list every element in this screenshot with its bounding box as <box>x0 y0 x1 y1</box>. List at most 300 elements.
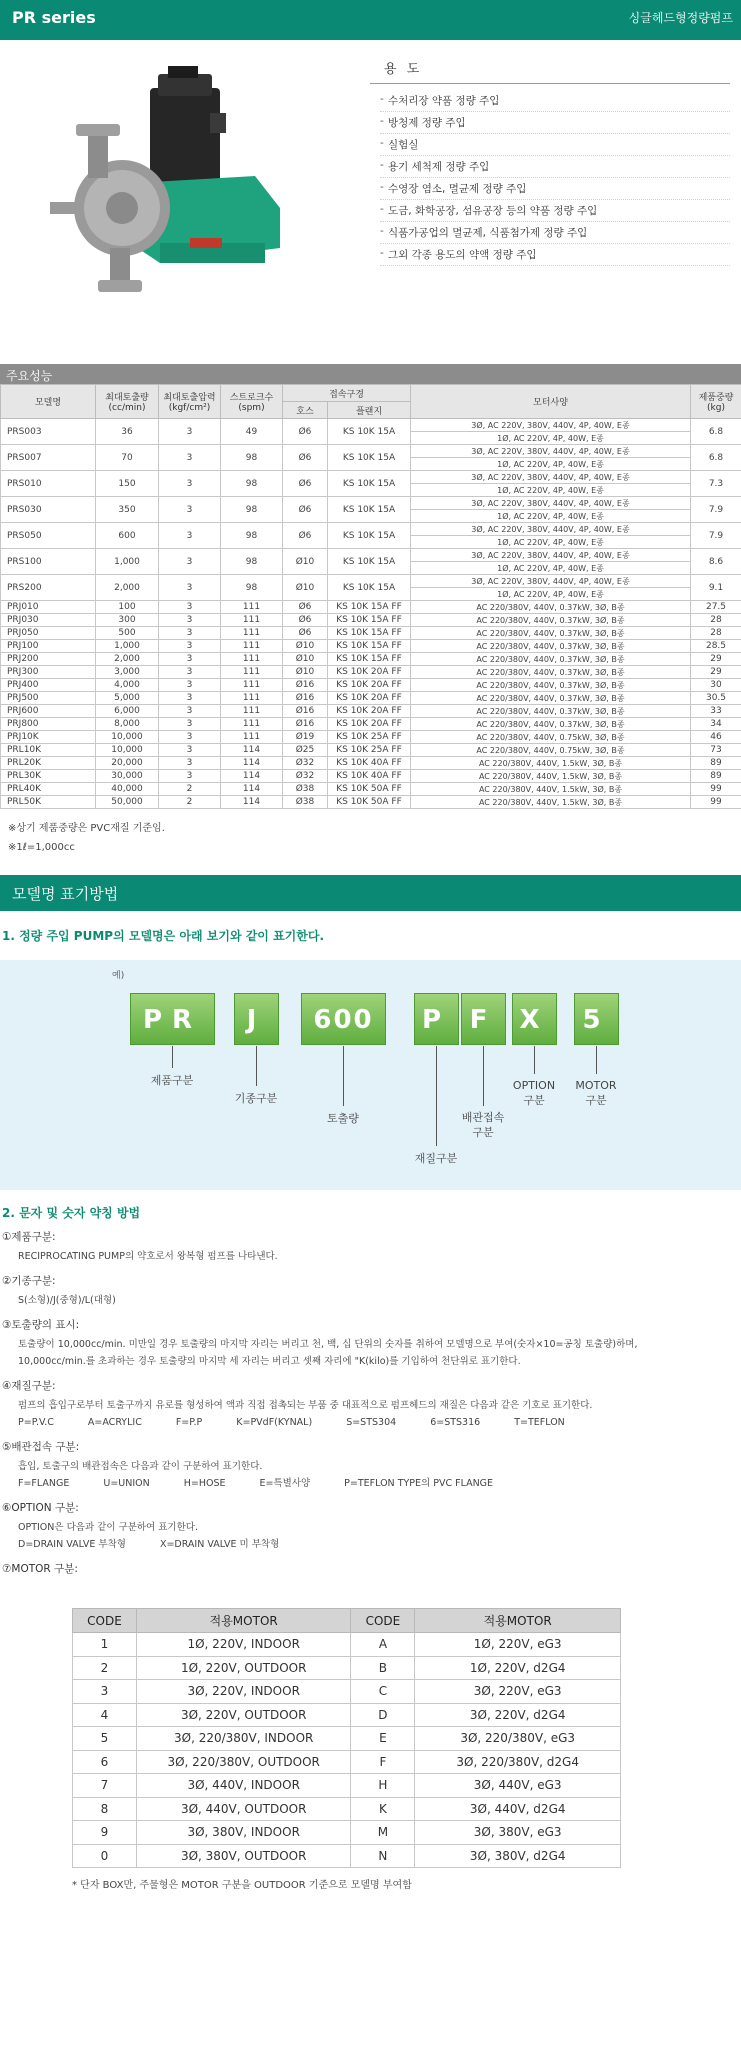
table-row <box>1 471 741 484</box>
col-flow: 최대토출량 (cc/min) <box>96 385 159 419</box>
cell-hose: Ø38 <box>283 783 328 796</box>
cell-weight: 29 <box>691 666 741 679</box>
cell-flow: 50,000 <box>96 796 159 809</box>
cell-weight: 73 <box>691 744 741 757</box>
cell-motor: AC 220/380V, 440V, 0.37kW, 3Ø, B종 <box>411 627 691 640</box>
cell-pressure: 3 <box>159 445 221 471</box>
cell-model: PRS100 <box>1 549 96 575</box>
cell-motor: 3Ø, 220V, INDOOR <box>136 1680 351 1704</box>
cell-pressure: 3 <box>159 419 221 445</box>
cell-flow: 5,000 <box>96 692 159 705</box>
col-weight: 제품중량 (kg) <box>691 385 741 419</box>
table-row <box>1 614 741 627</box>
cell-motor: AC 220/380V, 440V, 0.37kW, 3Ø, B종 <box>411 705 691 718</box>
cell-motor: 3Ø, AC 220V, 380V, 440V, 4P, 40W, E종 <box>411 445 691 458</box>
cell-weight: 7.9 <box>691 497 741 523</box>
table-row <box>1 679 741 692</box>
cell-pressure: 3 <box>159 718 221 731</box>
connector-line <box>596 1046 597 1074</box>
table-row <box>1 757 741 770</box>
cell-flow: 30,000 <box>96 770 159 783</box>
cell-code: 5 <box>73 1727 137 1751</box>
cell-stroke: 111 <box>221 614 283 627</box>
cell-code: D <box>351 1703 415 1727</box>
cell-motor: AC 220/380V, 440V, 0.37kW, 3Ø, B종 <box>411 653 691 666</box>
table-row <box>1 692 741 705</box>
series-subtitle: 싱글헤드형정량펌프 <box>628 11 733 25</box>
pump-product-image <box>40 58 340 298</box>
cell-hose: Ø16 <box>283 718 328 731</box>
col-connection: 접속구경 <box>283 385 411 402</box>
cell-motor: 3Ø, 380V, INDOOR <box>136 1821 351 1845</box>
cell-flow: 2,000 <box>96 653 159 666</box>
cell-motor: 3Ø, 380V, eG3 <box>415 1821 621 1845</box>
cell-motor: 3Ø, 440V, OUTDOOR <box>136 1797 351 1821</box>
list-item: - 용기 세척제 정량 주입 <box>380 156 730 178</box>
cell-weight: 30.5 <box>691 692 741 705</box>
cell-stroke: 114 <box>221 744 283 757</box>
piping-code: E=특별사양 <box>259 1478 311 1489</box>
connector-line <box>256 1046 257 1086</box>
cell-pressure: 3 <box>159 757 221 770</box>
usage-list <box>370 90 730 266</box>
cell-pressure: 3 <box>159 666 221 679</box>
cell-model: PRL40K <box>1 783 96 796</box>
cell-pressure: 3 <box>159 679 221 692</box>
table-row <box>1 770 741 783</box>
rule-flow: ③토출량의 표시: 토출량이 10,000cc/min. 미만일 경우 토출량의 마지막 자리는 버리고 천, 백, 십 단위의 숫자를 취하여 모델명으로 부여(숫자×10=공칭 토출량)하며, 10,000cc/min.를 초과하는 경우 토출량의 마지막 세 자리는 버리고 셋째 자리에 "K(kilo)를 기입하여 천단위로 표기한다. <box>2 1319 638 1367</box>
cell-pressure: 3 <box>159 705 221 718</box>
cell-pressure: 3 <box>159 640 221 653</box>
cell-flange: KS 10K 15A FF <box>328 640 411 653</box>
cell-stroke: 114 <box>221 770 283 783</box>
spec-section-title: 주요성능 <box>0 364 741 384</box>
cell-weight: 34 <box>691 718 741 731</box>
label-type: 기종구분 <box>234 1092 278 1105</box>
table-row <box>1 640 741 653</box>
cell-hose: Ø6 <box>283 601 328 614</box>
usage-title: 용 도 <box>370 58 730 84</box>
list-item: - 식품가공업의 멸균제, 식품첨가제 정량 주입 <box>380 222 730 244</box>
rule-option: ⑥OPTION 구분: OPTION은 다음과 같이 구분하여 표기한다. D=DRAIN VALVE 부착형 X=DRAIN VALVE 미 부착형 <box>0 1500 741 1553</box>
cell-motor: 1Ø, 220V, d2G4 <box>415 1656 621 1680</box>
cell-weight: 7.9 <box>691 523 741 549</box>
cell-model: PRL10K <box>1 744 96 757</box>
cell-model: PRS050 <box>1 523 96 549</box>
cell-flange: KS 10K 15A FF <box>328 614 411 627</box>
cell-code: 2 <box>73 1656 137 1680</box>
spec-table-body <box>1 419 741 809</box>
cell-hose: Ø25 <box>283 744 328 757</box>
cell-flange: KS 10K 40A FF <box>328 770 411 783</box>
cell-model: PRJ600 <box>1 705 96 718</box>
cell-motor: 1Ø, AC 220V, 4P, 40W, E종 <box>411 588 691 601</box>
cell-motor: 3Ø, 220/380V, eG3 <box>415 1727 621 1751</box>
col-motor: 적용MOTOR <box>415 1609 621 1633</box>
table-row <box>1 445 741 458</box>
cell-motor: AC 220/380V, 440V, 1.5kW, 3Ø, B종 <box>411 757 691 770</box>
cell-code: 6 <box>73 1750 137 1774</box>
cell-pressure: 2 <box>159 783 221 796</box>
cell-model: PRJ200 <box>1 653 96 666</box>
cell-flange: KS 10K 15A FF <box>328 627 411 640</box>
cell-motor: 1Ø, 220V, INDOOR <box>136 1633 351 1657</box>
cell-motor: 3Ø, 220/380V, OUTDOOR <box>136 1750 351 1774</box>
table-row <box>73 1727 621 1751</box>
cell-stroke: 114 <box>221 757 283 770</box>
cell-flow: 40,000 <box>96 783 159 796</box>
cell-flow: 350 <box>96 497 159 523</box>
cell-stroke: 111 <box>221 653 283 666</box>
cell-flange: KS 10K 15A <box>328 549 411 575</box>
cell-motor: 1Ø, AC 220V, 4P, 40W, E종 <box>411 458 691 471</box>
cell-pressure: 3 <box>159 471 221 497</box>
cell-hose: Ø32 <box>283 757 328 770</box>
table-row <box>73 1680 621 1704</box>
cell-code: 8 <box>73 1797 137 1821</box>
cell-motor: 3Ø, 440V, INDOOR <box>136 1774 351 1798</box>
list-item: - 도금, 화학공장, 섬유공장 등의 약품 정량 주입 <box>380 200 730 222</box>
material-code: T=TEFLON <box>514 1417 565 1428</box>
cell-flange: KS 10K 20A FF <box>328 692 411 705</box>
naming-intro: 1. 정량 주입 PUMP의 모델명은 아래 보기와 같이 표기한다. <box>2 929 325 943</box>
cell-motor: AC 220/380V, 440V, 0.75kW, 3Ø, B종 <box>411 731 691 744</box>
cell-flange: KS 10K 15A FF <box>328 653 411 666</box>
cell-weight: 30 <box>691 679 741 692</box>
cell-weight: 46 <box>691 731 741 744</box>
cell-pressure: 3 <box>159 744 221 757</box>
spec-table <box>0 384 741 809</box>
cell-motor: 1Ø, AC 220V, 4P, 40W, E종 <box>411 432 691 445</box>
cell-model: PRJ100 <box>1 640 96 653</box>
table-row <box>73 1703 621 1727</box>
code-box-material: P <box>414 993 459 1045</box>
cell-hose: Ø10 <box>283 640 328 653</box>
table-row <box>1 796 741 809</box>
cell-flange: KS 10K 15A <box>328 445 411 471</box>
cell-flange: KS 10K 15A <box>328 471 411 497</box>
cell-code: 4 <box>73 1703 137 1727</box>
cell-motor: 3Ø, 220V, d2G4 <box>415 1703 621 1727</box>
table-row <box>1 419 741 432</box>
connector-line <box>534 1046 535 1074</box>
list-item: - 실험실 <box>380 134 730 156</box>
cell-stroke: 98 <box>221 445 283 471</box>
table-row <box>1 575 741 588</box>
cell-model: PRS030 <box>1 497 96 523</box>
cell-model: PRS010 <box>1 471 96 497</box>
cell-flow: 3,000 <box>96 666 159 679</box>
material-code: A=ACRYLIC <box>87 1417 142 1428</box>
list-item: - 수영장 염소, 멸균제 정량 주입 <box>380 178 730 200</box>
label-motor: MOTOR 구분 <box>575 1079 617 1107</box>
cell-pressure: 3 <box>159 497 221 523</box>
table-row <box>1 523 741 536</box>
cell-motor: 3Ø, AC 220V, 380V, 440V, 4P, 40W, E종 <box>411 549 691 562</box>
cell-stroke: 98 <box>221 549 283 575</box>
cell-code: F <box>351 1750 415 1774</box>
col-pressure: 최대토출압력 (kgf/cm²) <box>159 385 221 419</box>
cell-code: 7 <box>73 1774 137 1798</box>
table-row <box>1 601 741 614</box>
cell-stroke: 111 <box>221 705 283 718</box>
option-code: X=DRAIN VALVE 미 부착형 <box>159 1539 280 1550</box>
col-motor: 적용MOTOR <box>136 1609 351 1633</box>
cell-flange: KS 10K 50A FF <box>328 796 411 809</box>
cell-code: A <box>351 1633 415 1657</box>
cell-weight: 6.8 <box>691 419 741 445</box>
cell-motor: 3Ø, 220/380V, d2G4 <box>415 1750 621 1774</box>
cell-hose: Ø10 <box>283 653 328 666</box>
cell-pressure: 3 <box>159 692 221 705</box>
label-option: OPTION 구분 <box>512 1079 556 1107</box>
cell-weight: 6.8 <box>691 445 741 471</box>
cell-hose: Ø6 <box>283 614 328 627</box>
cell-flow: 500 <box>96 627 159 640</box>
cell-hose: Ø6 <box>283 523 328 549</box>
cell-stroke: 111 <box>221 692 283 705</box>
cell-stroke: 111 <box>221 731 283 744</box>
rule-type: ②기종구분: S(소형)/J(중형)/L(대형) <box>2 1275 116 1306</box>
label-flow: 토출량 <box>327 1112 359 1125</box>
connector-line <box>343 1046 344 1106</box>
cell-code: M <box>351 1821 415 1845</box>
cell-hose: Ø16 <box>283 679 328 692</box>
list-item: - 수처리장 약품 정량 주입 <box>380 90 730 112</box>
cell-pressure: 3 <box>159 614 221 627</box>
cell-pressure: 3 <box>159 601 221 614</box>
cell-pressure: 3 <box>159 627 221 640</box>
cell-pressure: 3 <box>159 770 221 783</box>
cell-stroke: 98 <box>221 497 283 523</box>
cell-pressure: 3 <box>159 575 221 601</box>
cell-motor: 1Ø, AC 220V, 4P, 40W, E종 <box>411 562 691 575</box>
code-box-type: J <box>234 993 279 1045</box>
cell-weight: 99 <box>691 783 741 796</box>
table-row <box>73 1821 621 1845</box>
cell-model: PRJ010 <box>1 601 96 614</box>
cell-motor: 1Ø, AC 220V, 4P, 40W, E종 <box>411 484 691 497</box>
cell-hose: Ø6 <box>283 445 328 471</box>
label-material: 재질구분 <box>414 1152 458 1165</box>
cell-pressure: 3 <box>159 731 221 744</box>
cell-flange: KS 10K 15A <box>328 575 411 601</box>
cell-hose: Ø38 <box>283 796 328 809</box>
cell-model: PRS003 <box>1 419 96 445</box>
cell-model: PRJ400 <box>1 679 96 692</box>
list-item: - 그외 각종 용도의 약액 정량 주입 <box>380 244 730 266</box>
col-hose: 호스 <box>283 402 328 419</box>
rule-product: ①제품구분: RECIPROCATING PUMP의 약호로서 왕복형 펌프를 나타낸다. <box>2 1231 278 1262</box>
cell-flange: KS 10K 15A <box>328 419 411 445</box>
cell-flow: 100 <box>96 601 159 614</box>
col-flange: 플랜지 <box>328 402 411 419</box>
cell-model: PRJ10K <box>1 731 96 744</box>
cell-weight: 33 <box>691 705 741 718</box>
cell-pressure: 3 <box>159 653 221 666</box>
cell-flow: 1,000 <box>96 640 159 653</box>
cell-flow: 6,000 <box>96 705 159 718</box>
motor-footnote: * 단자 BOX만, 주물형은 MOTOR 구분을 OUTDOOR 기준으로 모델명 부여함 <box>72 1880 412 1891</box>
usage-box <box>370 58 730 266</box>
code-box-option: X <box>512 993 557 1045</box>
abbrev-section-title: 2. 문자 및 숫자 약칭 방법 <box>2 1206 141 1220</box>
cell-flow: 70 <box>96 445 159 471</box>
code-box-motor: 5 <box>574 993 619 1045</box>
code-box-piping: F <box>461 993 506 1045</box>
cell-code: 0 <box>73 1844 137 1868</box>
col-code: CODE <box>73 1609 137 1633</box>
material-code: 6=STS316 <box>430 1417 481 1428</box>
rule-motor: ⑦MOTOR 구분: <box>2 1563 78 1575</box>
cell-flange: KS 10K 20A FF <box>328 666 411 679</box>
cell-flange: KS 10K 15A <box>328 497 411 523</box>
cell-model: PRS007 <box>1 445 96 471</box>
note-weight: ※상기 제품중량은 PVC재질 기준임. <box>8 823 165 834</box>
table-row <box>73 1797 621 1821</box>
cell-stroke: 111 <box>221 666 283 679</box>
table-row <box>1 549 741 562</box>
cell-flow: 8,000 <box>96 718 159 731</box>
table-row <box>1 718 741 731</box>
cell-code: H <box>351 1774 415 1798</box>
table-row <box>1 627 741 640</box>
cell-flow: 4,000 <box>96 679 159 692</box>
cell-hose: Ø16 <box>283 692 328 705</box>
cell-flow: 10,000 <box>96 744 159 757</box>
cell-weight: 89 <box>691 757 741 770</box>
cell-code: 3 <box>73 1680 137 1704</box>
cell-motor: 1Ø, AC 220V, 4P, 40W, E종 <box>411 510 691 523</box>
cell-motor: 3Ø, AC 220V, 380V, 440V, 4P, 40W, E종 <box>411 497 691 510</box>
model-name-diagram <box>0 960 741 1190</box>
cell-motor: 3Ø, 440V, d2G4 <box>415 1797 621 1821</box>
cell-flow: 600 <box>96 523 159 549</box>
cell-hose: Ø10 <box>283 666 328 679</box>
piping-code: H=HOSE <box>183 1478 226 1489</box>
cell-flow: 300 <box>96 614 159 627</box>
cell-stroke: 111 <box>221 640 283 653</box>
cell-flow: 10,000 <box>96 731 159 744</box>
naming-section-title: 모델명 표기방법 <box>0 875 741 911</box>
cell-motor: 1Ø, 220V, OUTDOOR <box>136 1656 351 1680</box>
cell-hose: Ø6 <box>283 419 328 445</box>
cell-hose: Ø16 <box>283 705 328 718</box>
cell-weight: 27.5 <box>691 601 741 614</box>
cell-pressure: 3 <box>159 549 221 575</box>
table-row <box>1 783 741 796</box>
series-title: PR series <box>12 8 96 27</box>
cell-motor: AC 220/380V, 440V, 1.5kW, 3Ø, B종 <box>411 783 691 796</box>
cell-motor: AC 220/380V, 440V, 0.37kW, 3Ø, B종 <box>411 640 691 653</box>
cell-pressure: 3 <box>159 523 221 549</box>
table-row <box>1 744 741 757</box>
cell-motor: 3Ø, 220V, eG3 <box>415 1680 621 1704</box>
table-row <box>73 1656 621 1680</box>
connector-line <box>172 1046 173 1068</box>
cell-model: PRL30K <box>1 770 96 783</box>
cell-flange: KS 10K 40A FF <box>328 757 411 770</box>
cell-flange: KS 10K 25A FF <box>328 731 411 744</box>
rule-piping: ⑤배관접속 구분: 흡입, 토출구의 배관접속은 다음과 같이 구분하여 표기한다. F=FLANGE U=UNION H=HOSE E=특별사양 P=TEFLON TYPE의 PVC FLANGE <box>0 1439 741 1492</box>
table-row <box>1 497 741 510</box>
col-model: 모델명 <box>1 385 96 419</box>
page-header <box>0 0 741 40</box>
cell-motor: 3Ø, AC 220V, 380V, 440V, 4P, 40W, E종 <box>411 523 691 536</box>
cell-stroke: 111 <box>221 601 283 614</box>
cell-motor: 1Ø, 220V, eG3 <box>415 1633 621 1657</box>
cell-motor: 3Ø, AC 220V, 380V, 440V, 4P, 40W, E종 <box>411 471 691 484</box>
cell-motor: 3Ø, AC 220V, 380V, 440V, 4P, 40W, E종 <box>411 419 691 432</box>
cell-code: K <box>351 1797 415 1821</box>
cell-weight: 7.3 <box>691 471 741 497</box>
cell-hose: Ø6 <box>283 627 328 640</box>
cell-model: PRS200 <box>1 575 96 601</box>
cell-model: PRL20K <box>1 757 96 770</box>
cell-stroke: 98 <box>221 575 283 601</box>
cell-stroke: 111 <box>221 718 283 731</box>
cell-weight: 28.5 <box>691 640 741 653</box>
label-piping: 배관접속 구분 <box>461 1111 505 1139</box>
cell-motor: 3Ø, 220/380V, INDOOR <box>136 1727 351 1751</box>
cell-motor: 3Ø, 380V, d2G4 <box>415 1844 621 1868</box>
cell-stroke: 114 <box>221 783 283 796</box>
connector-line <box>483 1046 484 1106</box>
table-row <box>73 1844 621 1868</box>
cell-motor: AC 220/380V, 440V, 0.37kW, 3Ø, B종 <box>411 692 691 705</box>
cell-weight: 9.1 <box>691 575 741 601</box>
material-code: S=STS304 <box>346 1417 397 1428</box>
cell-motor: AC 220/380V, 440V, 0.37kW, 3Ø, B종 <box>411 718 691 731</box>
spec-notes <box>0 809 741 857</box>
table-row <box>1 653 741 666</box>
cell-stroke: 98 <box>221 523 283 549</box>
cell-hose: Ø32 <box>283 770 328 783</box>
cell-hose: Ø10 <box>283 575 328 601</box>
col-stroke: 스트로크수 (spm) <box>221 385 283 419</box>
cell-code: B <box>351 1656 415 1680</box>
option-code: D=DRAIN VALVE 부착형 <box>18 1539 126 1550</box>
cell-stroke: 49 <box>221 419 283 445</box>
cell-motor: AC 220/380V, 440V, 0.37kW, 3Ø, B종 <box>411 666 691 679</box>
cell-weight: 8.6 <box>691 549 741 575</box>
piping-code: U=UNION <box>103 1478 150 1489</box>
col-motor: 모터사양 <box>411 385 691 419</box>
rule-material: ④재질구분: 펌프의 흡입구로부터 토출구까지 유로를 형성하여 액과 직접 접촉되는 부품 중 대표적으로 펌프헤드의 재질은 다음과 같은 기호로 표기한다. P=P.V.C A=ACRYLIC F=P.P K=PVdF(KYNAL) S=STS304 6=STS316 T=TEFLON <box>0 1378 741 1431</box>
cell-stroke: 111 <box>221 679 283 692</box>
cell-flange: KS 10K 20A FF <box>328 705 411 718</box>
cell-flange: KS 10K 25A FF <box>328 744 411 757</box>
cell-model: PRJ300 <box>1 666 96 679</box>
cell-code: 9 <box>73 1821 137 1845</box>
table-row <box>73 1633 621 1657</box>
piping-code: F=FLANGE <box>18 1478 70 1489</box>
material-code: P=P.V.C <box>18 1417 54 1428</box>
cell-flow: 36 <box>96 419 159 445</box>
cell-flange: KS 10K 15A FF <box>328 601 411 614</box>
col-code: CODE <box>351 1609 415 1633</box>
cell-model: PRJ030 <box>1 614 96 627</box>
motor-code-table <box>72 1608 621 1868</box>
cell-flow: 20,000 <box>96 757 159 770</box>
cell-motor: 1Ø, AC 220V, 4P, 40W, E종 <box>411 536 691 549</box>
cell-flange: KS 10K 50A FF <box>328 783 411 796</box>
cell-flow: 2,000 <box>96 575 159 601</box>
cell-motor: AC 220/380V, 440V, 1.5kW, 3Ø, B종 <box>411 770 691 783</box>
cell-weight: 29 <box>691 653 741 666</box>
cell-code: N <box>351 1844 415 1868</box>
cell-motor: AC 220/380V, 440V, 0.75kW, 3Ø, B종 <box>411 744 691 757</box>
